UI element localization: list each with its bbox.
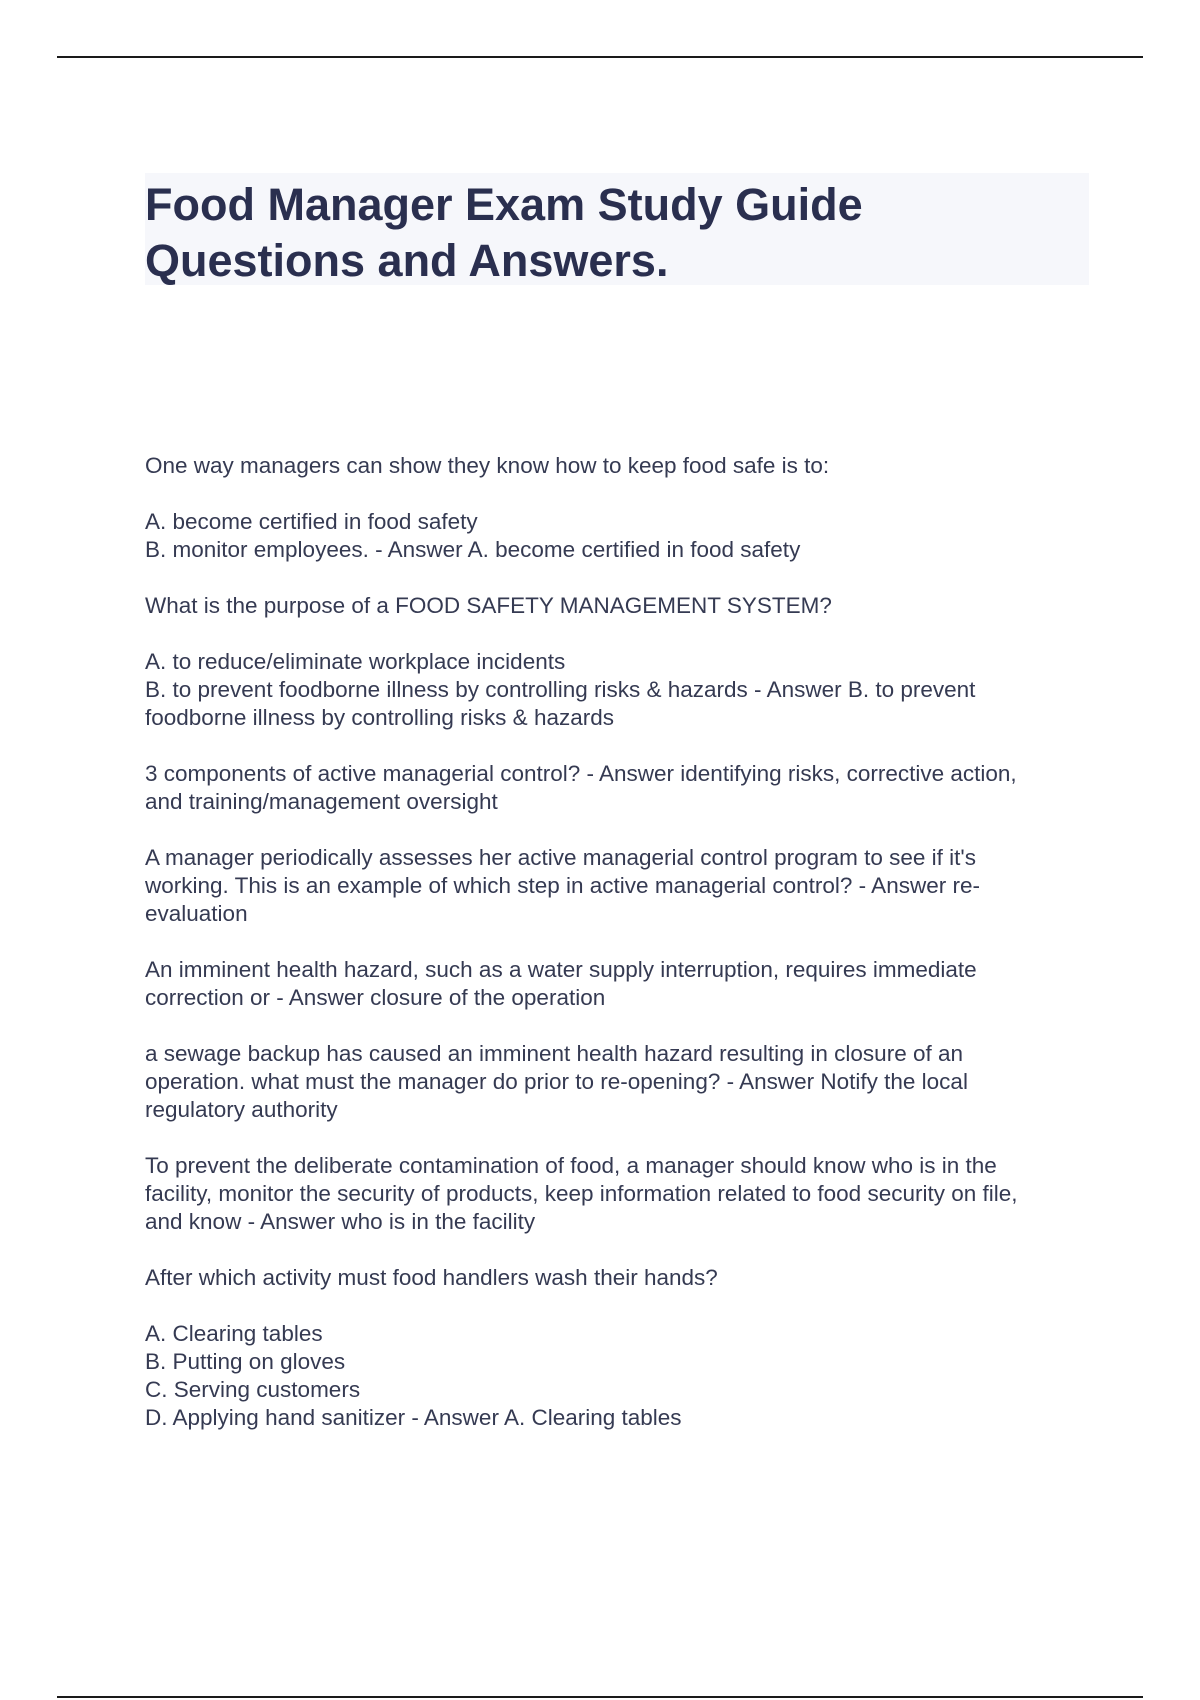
text-line: A. become certified in food safety xyxy=(145,509,478,534)
title-block xyxy=(145,173,1089,285)
text-line: B. to prevent foodborne illness by controlling risks & hazards - Answer B. to prevent xyxy=(145,677,976,702)
document-title xyxy=(145,173,1089,289)
question-6 xyxy=(145,1040,1090,1124)
text-line: D. Applying hand sanitizer - Answer A. Clearing tables xyxy=(145,1405,682,1430)
answer-options-8 xyxy=(145,1320,1090,1432)
answer-options-2 xyxy=(145,648,1090,732)
question-3 xyxy=(145,760,1090,816)
text-line: B. monitor employees. - Answer A. become certified in food safety xyxy=(145,537,801,562)
text-line: regulatory authority xyxy=(145,1097,338,1122)
text-line: correction or - Answer closure of the operation xyxy=(145,985,606,1010)
question-2 xyxy=(145,592,1090,620)
text-line: and know - Answer who is in the facility xyxy=(145,1209,536,1234)
text-line: An imminent health hazard, such as a water supply interruption, requires immediate xyxy=(145,957,977,982)
text-line: 3 components of active managerial control? - Answer identifying risks, corrective action, xyxy=(145,761,1017,786)
text-line: operation. what must the manager do prior to re-opening? - Answer Notify the local xyxy=(145,1069,968,1094)
text-line: foodborne illness by controlling risks & hazards xyxy=(145,705,614,730)
text-line: A. Clearing tables xyxy=(145,1321,323,1346)
title-line-2: Questions and Answers. xyxy=(145,235,669,286)
document-body xyxy=(145,452,1090,1460)
text-line: facility, monitor the security of products, keep information related to food security on file, xyxy=(145,1181,1018,1206)
question-8 xyxy=(145,1264,1090,1292)
text-line: and training/management oversight xyxy=(145,789,498,814)
question-7 xyxy=(145,1152,1090,1236)
title-line-1: Food Manager Exam Study Guide xyxy=(145,179,863,230)
text-line: To prevent the deliberate contamination of food, a manager should know who is in the xyxy=(145,1153,997,1178)
text-line: C. Serving customers xyxy=(145,1377,361,1402)
text-line: working. This is an example of which step in active managerial control? - Answer re- xyxy=(145,873,980,898)
text-line: evaluation xyxy=(145,901,248,926)
text-line: B. Putting on gloves xyxy=(145,1349,346,1374)
question-1 xyxy=(145,452,1090,480)
text-line: What is the purpose of a FOOD SAFETY MANAGEMENT SYSTEM? xyxy=(145,593,832,618)
text-line: A. to reduce/eliminate workplace incidents xyxy=(145,649,566,674)
question-4 xyxy=(145,844,1090,928)
top-rule xyxy=(57,56,1143,58)
text-line: After which activity must food handlers wash their hands? xyxy=(145,1265,718,1290)
text-line: One way managers can show they know how to keep food safe is to: xyxy=(145,453,830,478)
answer-options-1 xyxy=(145,508,1090,564)
text-line: A manager periodically assesses her active managerial control program to see if it's xyxy=(145,845,976,870)
question-5 xyxy=(145,956,1090,1012)
bottom-rule xyxy=(57,1696,1143,1698)
text-line: a sewage backup has caused an imminent health hazard resulting in closure of an xyxy=(145,1041,963,1066)
